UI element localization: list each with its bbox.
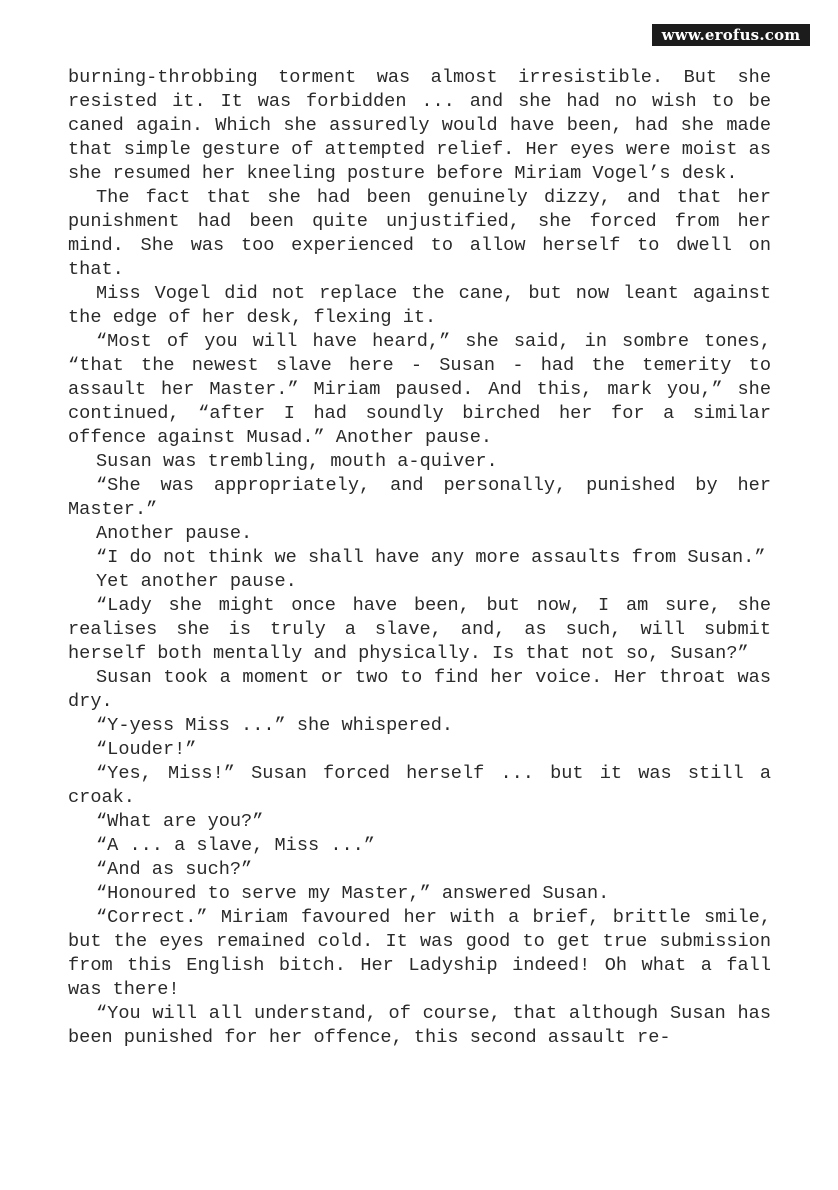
paragraph-16: “A ... a slave, Miss ...” [96, 835, 375, 856]
paragraph-7: Another pause. [96, 523, 253, 544]
paragraph-4: “Most of you will have heard,” she said, in sombre tones, “that the newest slave here - Susan - had the temerity to assault her Master.” Miriam paused. And this, mark you,” she continued, “after I had soundly birched her for a similar offence against Musad.” Another pause. [68, 331, 771, 448]
paragraph-19: “Correct.” Miriam favoured her with a brief, brittle smile, but the eyes remained cold. It was good to get true submission from this English bitch. Her Ladyship indeed! Oh what a fall was there! [68, 907, 771, 1000]
paragraph-20: “You will all understand, of course, that although Susan has been punished for her offence, this second assault re- [68, 1003, 771, 1048]
paragraph-8: “I do not think we shall have any more assaults from Susan.” [96, 547, 766, 568]
page-body [68, 66, 771, 1050]
paragraph-2: The fact that she had been genuinely dizzy, and that her punishment had been quite unjustified, she forced from her mind. She was too experienced to allow herself to dwell on that. [68, 187, 771, 280]
paragraph-18: “Honoured to serve my Master,” answered Susan. [96, 883, 610, 904]
watermark-logo: www.erofus.com [652, 24, 810, 46]
paragraph-17: “And as such?” [96, 859, 253, 880]
paragraph-10: “Lady she might once have been, but now, I am sure, she realises she is truly a slave, and, as such, will submit herself both mentally and physically. Is that not so, Susan?” [68, 595, 771, 664]
paragraph-5: Susan was trembling, mouth a-quiver. [96, 451, 498, 472]
paragraph-3: Miss Vogel did not replace the cane, but now leant against the edge of her desk, flexing it. [68, 283, 771, 328]
paragraph-11: Susan took a moment or two to find her voice. Her throat was dry. [68, 667, 771, 712]
paragraph-15: “What are you?” [96, 811, 264, 832]
paragraph-6: “She was appropriately, and personally, punished by her Master.” [68, 475, 771, 520]
paragraph-13: “Louder!” [96, 739, 197, 760]
paragraph-14: “Yes, Miss!” Susan forced herself ... but it was still a croak. [68, 763, 771, 808]
paragraph-1: burning-throbbing torment was almost irresistible. But she resisted it. It was forbidden ... and she had no wish to be caned again. Which she assuredly would have been, had she made that simple gesture of attempted relief. Her eyes were moist as she resumed her kneeling posture before Miriam Vogel’s desk. [68, 67, 771, 184]
paragraph-12: “Y-yess Miss ...” she whispered. [96, 715, 454, 736]
paragraph-9: Yet another pause. [96, 571, 297, 592]
